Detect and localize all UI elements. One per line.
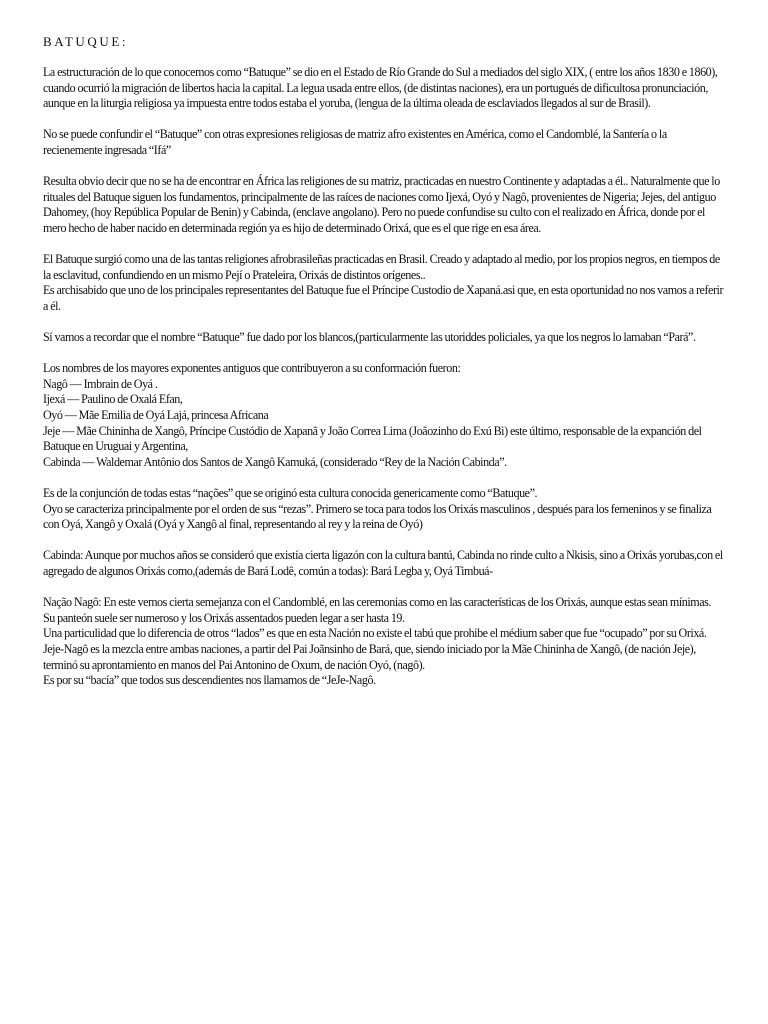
paragraph-line: Es archisabido que uno de los principales representantes del Batuque fue el Príncipe Custodio de Xapaná.asi que, en esta oportunidad no nos vamos a referir a él. xyxy=(43,283,724,313)
paragraph-line: Resulta obvio decir que no se ha de encontrar en África las religiones de su matriz, practicadas en nuestro Continente y adaptadas a él.. Naturalmente que lo rituales del Batuque siguen los fundamentos, principalmente de las raíces de naciones como Ijexá, Oyó y Nagô, provenientes de Nigeria; Jejes, del antiguo Dahomey, (hoy República Popular de Benin) y Cabinda, (enclave angolano). Pero no puede confundise su culto con el realizado en África, donde por el mero hecho de haber nacido en determinada región ya es hijo de determinado Orixá, que es el que rige en esa área. xyxy=(43,174,720,235)
list-item-nago: Nagô — Imbrain de Oyá . xyxy=(43,376,158,391)
document-title: BATUQUE: xyxy=(43,34,129,49)
paragraph-line: Es de la conjunción de todas estas “nações” que se originó esta cultura conocida genericamente como “Batuque”. xyxy=(43,486,538,501)
paragraph-line: Oyo se caracteriza principalmente por el orden de sus “rezas”. Primero se toca para todos los Orixás masculinos , después para los femeninos y se finaliza con Oyá, Xangô y Oxalá (Oyá y Xangô al final, representando al rey y la reina de Oyó) xyxy=(43,501,712,532)
paragraph-line: Su panteón suele ser numeroso y los Orixás assentados pueden legar a ser hasta 19. xyxy=(43,610,405,625)
paragraph-line: Los nombres de los mayores exponentes antiguos que contribuyeron a su conformación fueron: xyxy=(43,361,461,376)
paragraph-line: No se puede confundir el “Batuque” con otras expresiones religiosas de matriz afro existentes en América, como el Candomblé, la Santería o la recienemente ingresada “Ifá” xyxy=(43,127,667,157)
paragraph-line: El Batuque surgió como una de las tantas religiones afrobrasileñas practicadas en Brasil. Creado y adaptado al medio, por los propios negros, en tiempos de la esclavitud, confundiendo en un mismo Pejí o Prateleira, Orixás de distintos orígenes.. xyxy=(43,252,720,282)
paragraph-line: Cabinda: Aunque por muchos años se consideró que existía cierta ligazón con la cultura bantú, Cabinda no rinde culto a Nkisis, sino a Orixás yorubas,con el agregado de algunos Orixás como,(además de Bará Lodê, común a todas): Bará Legba y, Oyá Timbuá- xyxy=(43,548,723,578)
paragraph-cabinda xyxy=(43,548,728,579)
list-item-jeje: Jeje — Mãe Chininha de Xangô, Príncipe Custódio de Xapanã y João Correa Lima (Joãozinho do Exú Bì) este último, responsable de la expanción del Batuque en Uruguai y Argentina, xyxy=(43,423,702,454)
paragraph-line: Jeje-Nagô es la mezcla entre ambas naciones, a partir del Pai Joãnsinho de Bará, que, siendo iniciado por la Mãe Chininha de Xangô, (de nación Jeje), terminó su aprontamiento en manos del Pai Antonino de Oxum, de nación Oyó, (nagô). xyxy=(43,641,696,672)
paragraph-africa xyxy=(43,174,728,236)
list-item-oyo: Oyó — Mãe Emilia de Oyá Lajá, princesa Africana xyxy=(43,408,269,423)
paragraph-estructuracion xyxy=(43,65,728,112)
paragraph-surgio xyxy=(43,252,728,314)
list-item-cabinda: Cabinda — Waldemar Antônio dos Santos de Xangô Kamuká, (considerado “Rey de la Nación Cabinda”. xyxy=(43,454,507,469)
paragraph-nacao-nago xyxy=(43,595,728,689)
paragraph-exponentes xyxy=(43,361,728,470)
paragraph-confundir xyxy=(43,127,728,158)
list-item-ijexa: Ijexá — Paulino de Oxalá Efan, xyxy=(43,392,183,407)
paragraph-line: Una particulidad que lo diferencia de otros “lados” es que en esta Nación no existe el tabú que prohibe el médium saber que fue “ocupado” por su Orixá. xyxy=(43,626,707,641)
paragraph-line: Nação Nagô: En este vemos cierta semejanza con el Candomblé, en las ceremonias como en las características de los Orixás, aunque estas sean mínimas. xyxy=(43,595,711,610)
paragraph-line: Es por su “bacía” que todos sus descendientes nos llamamos de “JeJe-Nagô. xyxy=(43,673,376,688)
paragraph-line: Sí vamos a recordar que el nombre “Batuque” fue dado por los blancos,(particularmente las utoriddes policiales, ya que los negros lo lamaban “Pará”. xyxy=(43,330,696,345)
paragraph-conjuncion xyxy=(43,486,728,533)
paragraph-line: La estructuración de lo que conocemos como “Batuque” se dio en el Estado de Río Grande do Sul a mediados del siglo XIX, ( entre los años 1830 e 1860), cuando ocurrió la migración de libertos hacia la capital. La legua usada entre ellos, (de distintas naciones), era un portugués de dificultosa pronunciación, aunque en la liturgia religiosa ya impuesta entre todos estaba el yoruba, (lengua de la última oleada de esclaviados llegados al sur de Brasil). xyxy=(43,65,718,111)
paragraph-nombre-batuque xyxy=(43,330,728,346)
